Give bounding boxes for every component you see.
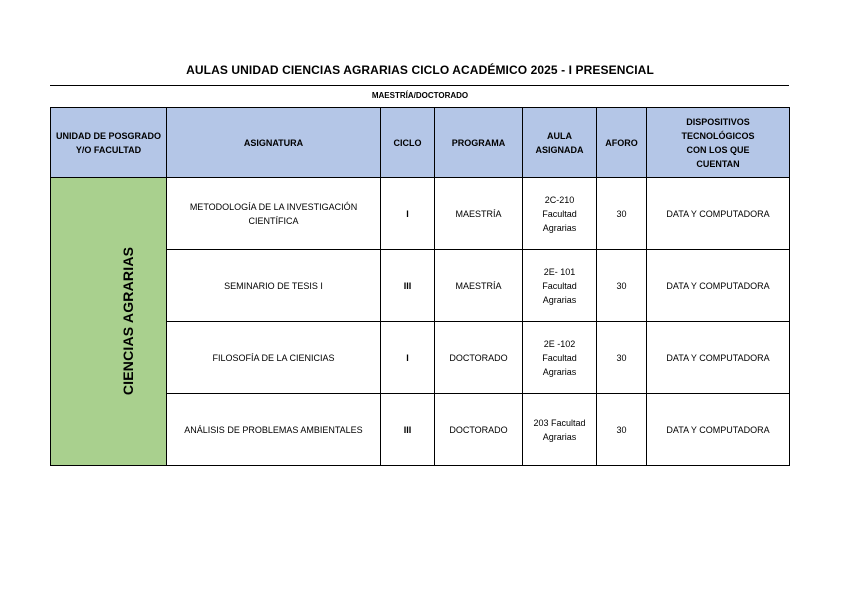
classroom-cell <box>523 178 597 250</box>
subject-line: METODOLOGÍA DE LA INVESTIGACIÓN <box>189 201 358 212</box>
cycle-cell: I <box>381 322 435 394</box>
devices-cell: DATA Y COMPUTADORA <box>647 178 790 250</box>
classroom-table <box>50 107 790 466</box>
header-devices <box>647 108 790 178</box>
title-underline <box>50 85 789 86</box>
capacity-cell: 30 <box>597 322 647 394</box>
capacity-cell: 30 <box>597 250 647 322</box>
header-unit <box>51 108 167 178</box>
header-devices-line: CON LOS QUE <box>686 144 750 155</box>
classroom-line: 203 Facultad <box>533 417 586 428</box>
document-title: AULAS UNIDAD CIENCIAS AGRARIAS CICLO ACADÉMICO 2025 - I PRESENCIAL <box>186 63 654 77</box>
subject-cell <box>167 178 381 250</box>
header-capacity: AFORO <box>597 108 647 178</box>
header-classroom-line: ASIGNADA <box>535 144 584 155</box>
cycle-cell: I <box>381 178 435 250</box>
cycle-cell: III <box>381 250 435 322</box>
classroom-line: Facultad <box>542 352 577 363</box>
classroom-cell <box>523 250 597 322</box>
cycle-cell: III <box>381 394 435 466</box>
capacity-cell: 30 <box>597 394 647 466</box>
classroom-line: 2C-210 <box>544 194 575 205</box>
table-row <box>51 178 790 250</box>
header-classroom <box>523 108 597 178</box>
header-unit-line: Y/O FACULTAD <box>75 144 142 155</box>
subject-cell <box>167 250 381 322</box>
faculty-label: CIENCIAS AGRARIAS <box>120 246 137 395</box>
classroom-cell <box>523 322 597 394</box>
subject-line: SEMINARIO DE TESIS I <box>224 280 323 291</box>
header-classroom-line: AULA <box>547 130 572 141</box>
faculty-cell <box>51 178 167 466</box>
classroom-line: Facultad <box>542 280 577 291</box>
program-cell: MAESTRÍA <box>435 178 523 250</box>
classroom-line: Agrarias <box>542 431 577 442</box>
devices-cell: DATA Y COMPUTADORA <box>647 394 790 466</box>
classroom-line: Facultad <box>542 208 577 219</box>
header-devices-line: TECNOLÓGICOS <box>681 130 755 141</box>
header-devices-line: CUENTAN <box>696 158 740 169</box>
header-subject: ASIGNATURA <box>167 108 381 178</box>
subject-cell <box>167 322 381 394</box>
subject-line: CIENTÍFICA <box>248 215 299 226</box>
header-unit-line: UNIDAD DE POSGRADO <box>55 130 161 141</box>
devices-cell: DATA Y COMPUTADORA <box>647 322 790 394</box>
header-devices-line: DISPOSITIVOS <box>686 116 750 127</box>
devices-cell: DATA Y COMPUTADORA <box>647 250 790 322</box>
program-cell: DOCTORADO <box>435 322 523 394</box>
capacity-cell: 30 <box>597 178 647 250</box>
classroom-line: 2E -102 <box>543 338 576 349</box>
classroom-line: Agrarias <box>542 294 577 305</box>
subject-line: ANÁLISIS DE PROBLEMAS AMBIENTALES <box>184 424 363 435</box>
classroom-cell <box>523 394 597 466</box>
document-subtitle: MAESTRÍA/DOCTORADO <box>371 91 469 100</box>
table-header-row <box>51 108 790 178</box>
header-program: PROGRAMA <box>435 108 523 178</box>
header-cycle: CICLO <box>381 108 435 178</box>
classroom-line: Agrarias <box>542 366 577 377</box>
subject-line: FILOSOFÍA DE LA CIENICIAS <box>212 352 335 363</box>
classroom-line: Agrarias <box>542 222 577 233</box>
subject-cell <box>167 394 381 466</box>
program-cell: MAESTRÍA <box>435 250 523 322</box>
program-cell: DOCTORADO <box>435 394 523 466</box>
classroom-line: 2E- 101 <box>543 266 576 277</box>
